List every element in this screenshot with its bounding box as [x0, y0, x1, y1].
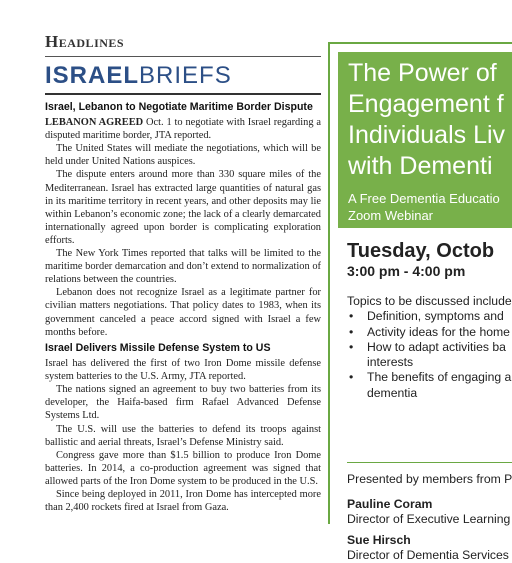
ad-subtitle-line: Zoom Webinar	[348, 208, 434, 223]
brand-rule	[45, 93, 321, 95]
ad-presented-by: Presented by members from P	[347, 472, 512, 486]
story-paragraph: Since being deployed in 2011, Iron Dome has intercepted more than 2,400 rockets fired at Israel from Gaza.	[45, 489, 321, 514]
topics-intro: Topics to be discussed include	[347, 294, 512, 308]
story-paragraph: The New York Times reported that talks will be limited to the maritime border demarcation and don’t extend to normalization of relations between the countries.	[45, 248, 321, 286]
ad-subtitle-line: A Free Dementia Educatio	[348, 191, 500, 206]
ad-time: 3:00 pm - 4:00 pm	[347, 263, 466, 279]
story-maritime-border	[45, 101, 321, 339]
story-lead-text: Oct. 1 to negotiate with Israel regarding a disputed maritime border, JTA reported.	[45, 117, 321, 142]
presenter	[347, 533, 509, 563]
topic-item: • The benefits of engaging a	[347, 370, 512, 385]
ad-date: Tuesday, Octob	[347, 240, 495, 262]
column-brand	[45, 62, 232, 90]
ad-divider	[347, 462, 512, 463]
brand-light: BRIEFS	[139, 62, 232, 89]
presenter-role: Director of Executive Learning	[347, 512, 511, 526]
story-lead: LEBANON AGREED	[45, 117, 144, 129]
ad-title	[348, 58, 505, 182]
story-paragraph: Lebanon does not recognize Israel as a legitimate partner for civilian matters negotiations. That policy dates to 1983, when its government canceled a peace accord signed with Israel a few months before.	[45, 287, 321, 338]
story-paragraph: The nations signed an agreement to buy two batteries from its developer, the Haifa-based firm Rafael Advanced Defense Systems Ltd.	[45, 384, 321, 422]
topics-list	[347, 309, 512, 401]
ad-title-line: Individuals Liv	[348, 121, 506, 149]
topic-item-continued: interests	[367, 355, 414, 370]
presenter-name: Sue Hirsch	[347, 533, 411, 547]
ad-details	[347, 240, 512, 401]
brand-bold: ISRAEL	[45, 62, 140, 89]
ad-banner	[338, 52, 512, 228]
story-headline: Israel, Lebanon to Negotiate Maritime Border Dispute	[45, 101, 313, 113]
story-paragraph: Congress gave more than $1.5 billion to produce Iron Dome batteries. In 2014, a co-production agreement was signed that allowed parts of the Iron Dome system to be produced in the U.S.	[45, 449, 321, 487]
story-paragraph: Israel has delivered the first of two Iron Dome missile defense system batteries to the U.S. Army, JTA reported.	[45, 358, 321, 383]
ad-title-line: with Dementi	[348, 152, 493, 180]
presenter-name: Pauline Coram	[347, 497, 433, 511]
ad-title-line: Engagement f	[348, 90, 504, 118]
presenter-role: Director of Dementia Services	[347, 548, 509, 562]
section-rule	[45, 56, 321, 57]
topic-item: • How to adapt activities ba	[347, 340, 512, 355]
section-label: Headlines	[45, 32, 125, 51]
story-paragraph: The U.S. will use the batteries to defend its troops against ballistic and aerial threats, Israel’s Defense Ministry said.	[45, 423, 321, 448]
ad-subtitle	[348, 190, 500, 224]
story-missile-defense	[45, 342, 321, 514]
topic-item: • Activity ideas for the home	[347, 325, 512, 340]
ad-title-line: The Power of	[348, 59, 497, 87]
story-paragraph: The United States will mediate the negotiations, which will be held under United Nations auspices.	[45, 143, 321, 168]
presenter	[347, 497, 510, 527]
story-headline: Israel Delivers Missile Defense System to US	[45, 342, 271, 354]
topic-item-continued: dementia	[367, 385, 418, 400]
topic-item: • Definition, symptoms and	[347, 309, 512, 324]
ad-topics	[347, 294, 512, 401]
story-paragraph	[45, 116, 321, 142]
story-paragraph: The dispute enters around more than 330 square miles of the Mediterranean. Israel has extracted large quantities of natural gas in its maritime territory in recent years, and other deposits may lie within Lebanon’s economic zone; the lack of a clearly demarcated internationally agreed upon border is complicating exploration efforts.	[45, 169, 321, 246]
webinar-ad	[328, 42, 512, 562]
